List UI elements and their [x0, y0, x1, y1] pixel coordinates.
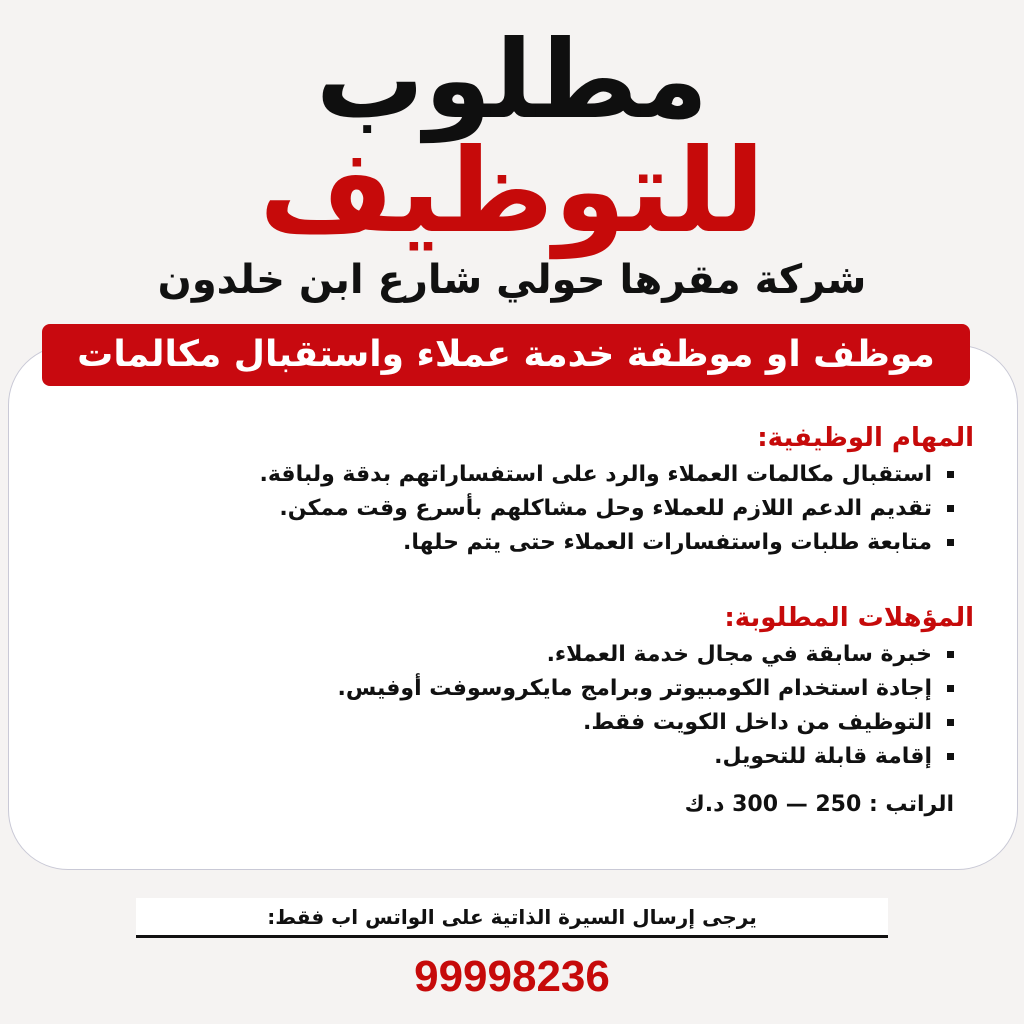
qualification-text: التوظيف من داخل الكويت فقط.: [583, 710, 932, 736]
qualifications-list: [176, 638, 976, 774]
list-item: [176, 706, 976, 740]
qualifications-heading: المؤهلات المطلوبة:: [724, 603, 974, 633]
list-item: [176, 492, 976, 526]
square-bullet-icon: [947, 539, 954, 546]
square-bullet-icon: [947, 719, 954, 726]
list-item: [176, 638, 976, 672]
salary-line: الراتب : 250 — 300 د.ك: [684, 792, 954, 817]
task-text: متابعة طلبات واستفسارات العملاء حتى يتم حلها.: [403, 530, 932, 556]
square-bullet-icon: [947, 471, 954, 478]
headline-for-hiring: للتوظيف: [259, 124, 765, 259]
square-bullet-icon: [947, 685, 954, 692]
tasks-list: [176, 458, 976, 560]
list-item: [176, 740, 976, 774]
list-item: [176, 458, 976, 492]
list-item: [176, 672, 976, 706]
task-text: تقديم الدعم اللازم للعملاء وحل مشاكلهم بأسرع وقت ممكن.: [279, 496, 932, 522]
qualification-text: إجادة استخدام الكومبيوتر وبرامج مايكروسوفت أوفيس.: [337, 676, 932, 702]
qualification-text: خبرة سابقة في مجال خدمة العملاء.: [546, 642, 932, 668]
headline-wanted: مطلوب: [315, 18, 709, 143]
whatsapp-cta: يرجى إرسال السيرة الذاتية على الواتس اب فقط:: [136, 898, 888, 938]
phone-number[interactable]: 99998236: [414, 952, 610, 1001]
square-bullet-icon: [947, 505, 954, 512]
company-location-subtitle: شركة مقرها حولي شارع ابن خلدون: [157, 257, 867, 303]
square-bullet-icon: [947, 651, 954, 658]
qualifications-section: [176, 603, 976, 774]
task-text: استقبال مكالمات العملاء والرد على استفساراتهم بدقة ولباقة.: [259, 462, 932, 488]
square-bullet-icon: [947, 753, 954, 760]
list-item: [176, 526, 976, 560]
job-title-banner: موظف او موظفة خدمة عملاء واستقبال مكالمات: [42, 324, 970, 386]
tasks-heading: المهام الوظيفية:: [757, 423, 974, 453]
qualification-text: إقامة قابلة للتحويل.: [714, 744, 932, 770]
tasks-section: [176, 423, 976, 560]
